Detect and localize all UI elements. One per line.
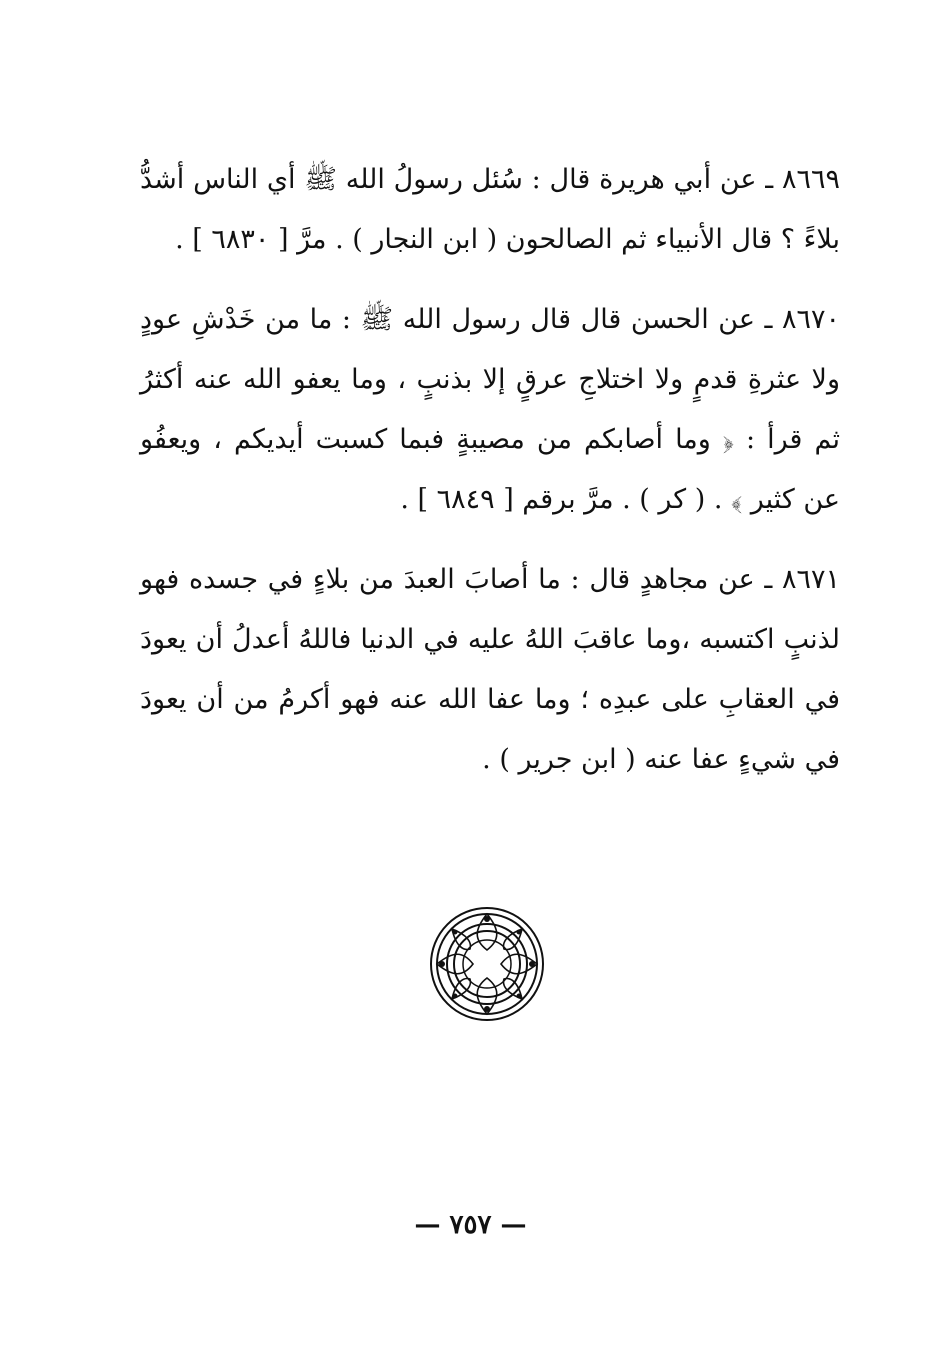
hadith-text: ٨٦٧٠ ـ عن الحسن قال قال رسول الله ﷺ : ما من خَدْشِ عودٍ ولا عثرةِ قدمٍ ولا اختلاجِ عرقٍ إلا بذنبٍ ، وما يعفو الله عنه أكثرُ ثم قرأ : ﴿ وما أصابكم من مصيبةٍ فبما كسبت أيديكم ، ويعفُو عن كثير ﴾ . ( كر ) . مرَّ برقم [ ٦٨٤٩ ] .	[140, 304, 840, 515]
page-number: — ٧٥٧ —	[414, 1210, 527, 1240]
hadith-8670	[140, 290, 840, 530]
hadith-text: ٨٦٧١ ـ عن مجاهدٍ قال : ما أصابَ العبدَ من بلاءٍ في جسده فهو لذنبٍ اكتسبه ،وما عاقبَ اللهُ عليه في الدنيا فاللهُ أعدلُ أن يعودَ في العقابِ على عبدِه ؛ وما عفا الله عنه فهو أكرمُ من أن يعودَ في شيءٍ عفا عنه ( ابن جرير ) .	[140, 564, 840, 775]
hadith-8671	[140, 550, 840, 790]
circular-arabesque-ornament-icon	[428, 905, 546, 1023]
hadith-text: ٨٦٦٩ ـ عن أبي هريرة قال : سُئل رسولُ الله ﷺ أي الناس أشدُّ بلاءً ؟ قال الأنبياء ثم الصالحون ( ابن النجار ) . مرَّ [ ٦٨٣٠ ] .	[140, 164, 840, 255]
hadith-8669	[140, 150, 840, 270]
